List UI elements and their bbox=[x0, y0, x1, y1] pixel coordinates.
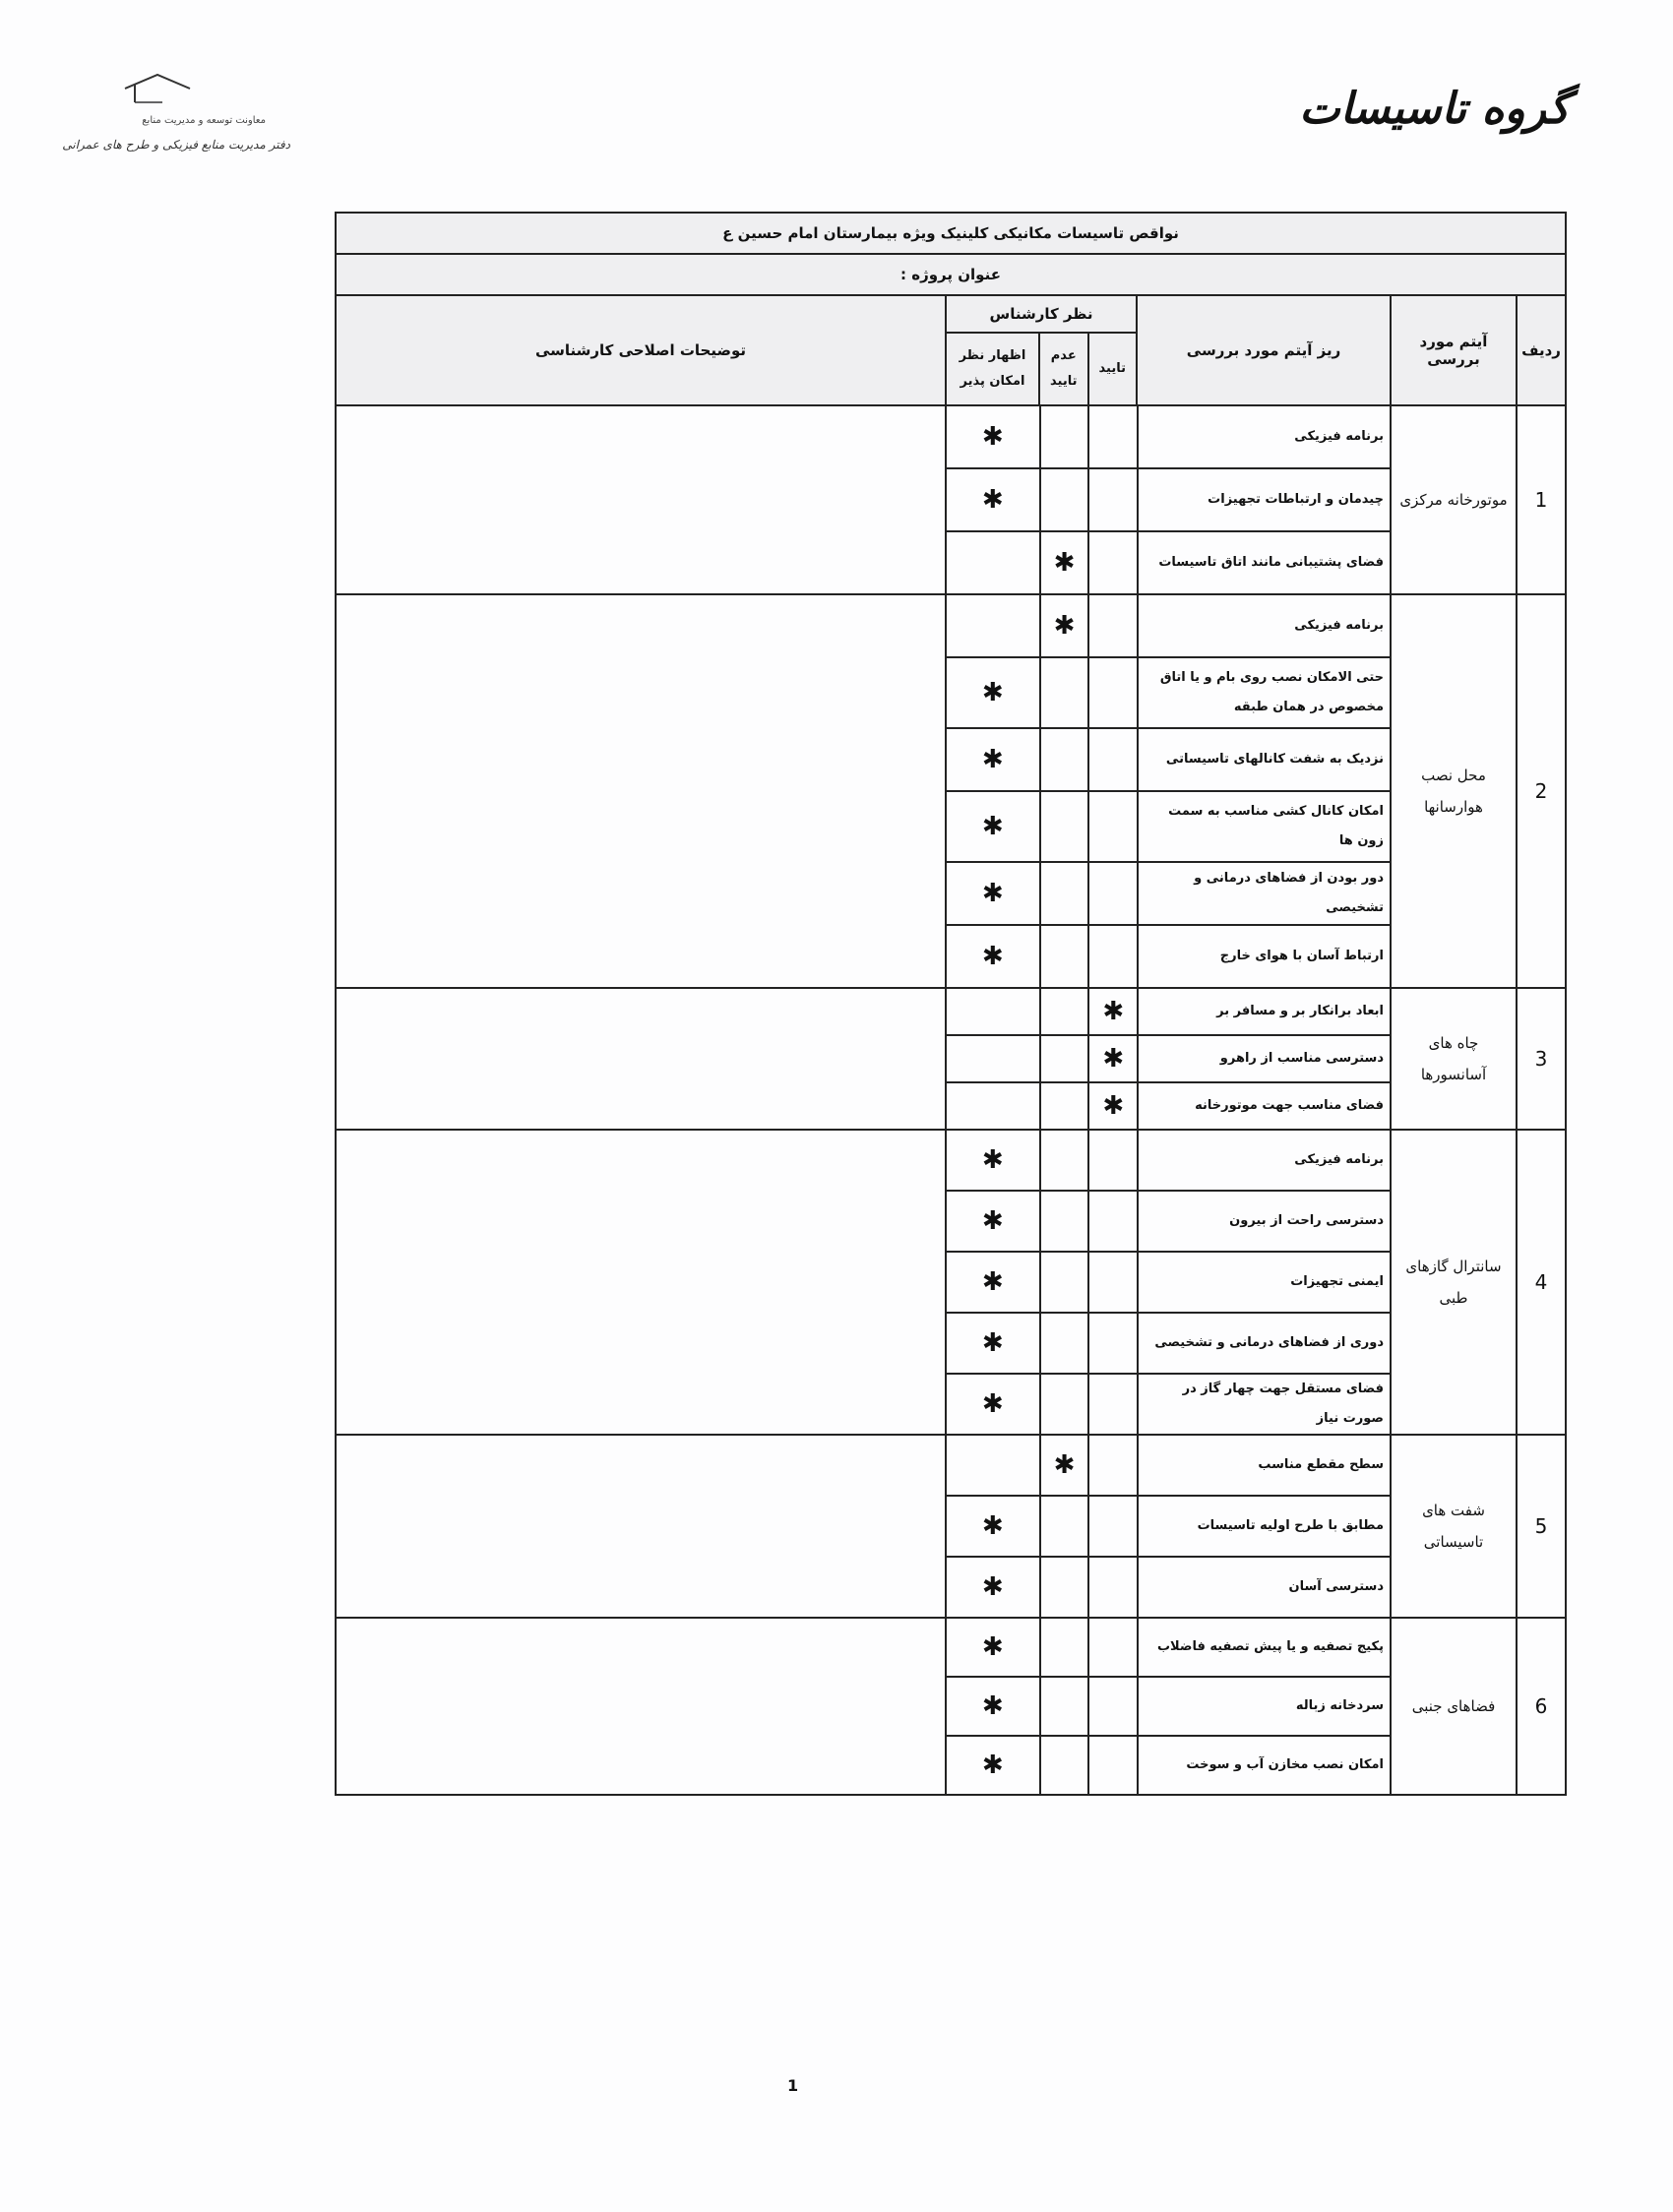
item-label: محل نصب هوارسانها bbox=[1390, 595, 1516, 987]
approve-cell bbox=[1087, 1314, 1137, 1373]
approve-cell bbox=[1087, 1253, 1137, 1312]
possible-cell bbox=[947, 1083, 1039, 1129]
table-row bbox=[947, 1737, 1390, 1794]
possible-cell bbox=[947, 729, 1039, 790]
page-number: 1 bbox=[787, 2076, 799, 2095]
notes-cell bbox=[337, 989, 945, 1129]
approve-cell bbox=[1087, 1083, 1137, 1129]
asterisk-mark-icon: ✱ bbox=[981, 1572, 1004, 1602]
column-header-approve: تایید bbox=[1087, 334, 1137, 404]
row-number: 1 bbox=[1516, 406, 1565, 593]
table-row bbox=[947, 729, 1390, 792]
asterisk-mark-icon: ✱ bbox=[981, 1267, 1004, 1297]
asterisk-mark-icon: ✱ bbox=[1102, 1044, 1125, 1074]
possible-cell bbox=[947, 1558, 1039, 1617]
asterisk-mark-icon: ✱ bbox=[981, 1389, 1004, 1419]
item-label: سانترال گازهای طبی bbox=[1390, 1131, 1516, 1434]
organization-logo bbox=[54, 69, 290, 177]
row-number: 4 bbox=[1516, 1131, 1565, 1434]
column-header-row: ردیف bbox=[1516, 296, 1565, 404]
subitem-label: فضای مناسب جهت موتورخانه bbox=[1137, 1083, 1390, 1129]
subitem-label: ابعاد برانکار بر و مسافر بر bbox=[1137, 989, 1390, 1034]
table-row bbox=[947, 1036, 1390, 1083]
column-header-reject: عدم تایید bbox=[1038, 334, 1087, 404]
possible-cell bbox=[947, 926, 1039, 987]
page-title: گروه تاسیسات bbox=[1299, 84, 1570, 134]
row-number: 2 bbox=[1516, 595, 1565, 987]
subitem-label: امکان نصب مخازن آب و سوخت bbox=[1137, 1737, 1390, 1794]
column-header-notes: توضیحات اصلاحی کارشناسی bbox=[534, 341, 747, 359]
reject-cell bbox=[1039, 532, 1088, 593]
table-row bbox=[947, 1436, 1390, 1497]
asterisk-mark-icon: ✱ bbox=[1053, 611, 1076, 641]
subitem-label: سردخانه زباله bbox=[1137, 1678, 1390, 1735]
possible-cell bbox=[947, 1678, 1039, 1735]
table-header bbox=[337, 296, 1565, 406]
possible-cell bbox=[947, 1314, 1039, 1373]
subitem-label: امکان کانال کشی مناسب به سمت زون ها bbox=[1137, 792, 1390, 861]
approve-cell bbox=[1087, 926, 1137, 987]
table-group bbox=[337, 1619, 1565, 1794]
subitem-label: دسترسی آسان bbox=[1137, 1558, 1390, 1617]
asterisk-mark-icon: ✱ bbox=[981, 678, 1004, 707]
approve-cell bbox=[1087, 595, 1137, 656]
subitem-label: فضای مستقل جهت چهار گاز در صورت نیاز bbox=[1137, 1375, 1390, 1434]
approve-cell bbox=[1087, 1619, 1137, 1676]
approve-cell bbox=[1087, 1678, 1137, 1735]
approve-cell bbox=[1087, 658, 1137, 727]
asterisk-mark-icon: ✱ bbox=[981, 1691, 1004, 1721]
approve-cell bbox=[1087, 469, 1137, 530]
reject-cell bbox=[1039, 595, 1088, 656]
possible-cell bbox=[947, 469, 1039, 530]
asterisk-mark-icon: ✱ bbox=[981, 1328, 1004, 1358]
subitem-label: ارتباط آسان با هوای خارج bbox=[1137, 926, 1390, 987]
approve-cell bbox=[1087, 1036, 1137, 1081]
table-row bbox=[947, 1678, 1390, 1737]
asterisk-mark-icon: ✱ bbox=[981, 1632, 1004, 1662]
possible-cell bbox=[947, 1253, 1039, 1312]
table-row bbox=[947, 1375, 1390, 1434]
possible-cell bbox=[947, 1375, 1039, 1434]
reject-cell bbox=[1039, 469, 1088, 530]
subitem-label: برنامه فیزیکی bbox=[1137, 406, 1390, 467]
column-header-item: آیتم مورد بررسی bbox=[1390, 296, 1516, 404]
possible-cell bbox=[947, 1619, 1039, 1676]
table-group bbox=[337, 989, 1565, 1131]
reject-cell bbox=[1039, 1314, 1088, 1373]
reject-cell bbox=[1039, 863, 1088, 924]
reject-cell bbox=[1039, 1131, 1088, 1190]
possible-cell bbox=[947, 1436, 1039, 1495]
approve-cell bbox=[1087, 1131, 1137, 1190]
possible-cell bbox=[947, 406, 1039, 467]
reject-cell bbox=[1039, 1619, 1088, 1676]
logo-text-line1: معاونت توسعه و مدیریت منابع bbox=[142, 115, 266, 126]
asterisk-mark-icon: ✱ bbox=[981, 879, 1004, 908]
possible-cell bbox=[947, 1131, 1039, 1190]
item-label: چاه های آسانسورها bbox=[1390, 989, 1516, 1129]
column-header-subitem: ریز آیتم مورد بررسی bbox=[1136, 296, 1390, 404]
approve-cell bbox=[1087, 1558, 1137, 1617]
subitem-label: ایمنی تجهیزات bbox=[1137, 1253, 1390, 1312]
table-group bbox=[337, 406, 1565, 595]
inspection-table bbox=[335, 212, 1567, 1796]
item-label: موتورخانه مرکزی bbox=[1390, 406, 1516, 593]
row-number: 6 bbox=[1516, 1619, 1565, 1794]
logo-emblem-icon bbox=[123, 69, 192, 108]
approve-cell bbox=[1087, 1737, 1137, 1794]
item-label: شفت های تاسیساتی bbox=[1390, 1436, 1516, 1617]
approve-cell bbox=[1087, 792, 1137, 861]
reject-cell bbox=[1039, 792, 1088, 861]
table-title: نواقص تاسیسات مکانیکی کلینیک ویژه بیمارستان امام حسین ع bbox=[337, 214, 1565, 255]
table-row bbox=[947, 1192, 1390, 1253]
table-row bbox=[947, 1131, 1390, 1192]
reject-cell bbox=[1039, 1083, 1088, 1129]
asterisk-mark-icon: ✱ bbox=[981, 812, 1004, 841]
reject-cell bbox=[1039, 926, 1088, 987]
subitem-label: برنامه فیزیکی bbox=[1137, 1131, 1390, 1190]
approve-cell bbox=[1087, 532, 1137, 593]
asterisk-mark-icon: ✱ bbox=[1102, 1091, 1125, 1121]
subitem-label: دسترسی راحت از بیرون bbox=[1137, 1192, 1390, 1251]
table-row bbox=[947, 532, 1390, 593]
table-row bbox=[947, 1619, 1390, 1678]
approve-cell bbox=[1087, 1192, 1137, 1251]
table-row bbox=[947, 406, 1390, 469]
asterisk-mark-icon: ✱ bbox=[981, 745, 1004, 774]
approve-cell bbox=[1087, 863, 1137, 924]
column-header-possible: اظهار نظر امکان پذیر bbox=[959, 348, 1026, 389]
notes-cell bbox=[337, 1436, 945, 1617]
possible-cell bbox=[947, 792, 1039, 861]
column-header-expert-group bbox=[945, 296, 1136, 404]
subitem-label: پکیج تصفیه و یا پیش تصفیه فاضلاب bbox=[1137, 1619, 1390, 1676]
asterisk-mark-icon: ✱ bbox=[1102, 997, 1125, 1026]
subitem-label: دوری از فضاهای درمانی و تشخیصی bbox=[1137, 1314, 1390, 1373]
table-row bbox=[947, 469, 1390, 532]
asterisk-mark-icon: ✱ bbox=[981, 942, 1004, 971]
table-group bbox=[337, 595, 1565, 989]
possible-cell bbox=[947, 532, 1039, 593]
reject-cell bbox=[1039, 1036, 1088, 1081]
table-row bbox=[947, 792, 1390, 863]
possible-cell bbox=[947, 1036, 1039, 1081]
approve-cell bbox=[1087, 1375, 1137, 1434]
reject-cell bbox=[1039, 658, 1088, 727]
notes-cell bbox=[337, 595, 945, 987]
table-row bbox=[947, 1558, 1390, 1617]
approve-cell bbox=[1087, 1497, 1137, 1556]
subitem-label: برنامه فیزیکی bbox=[1137, 595, 1390, 656]
table-row bbox=[947, 1253, 1390, 1314]
table-row bbox=[947, 1497, 1390, 1558]
subitem-label: دور بودن از فضاهای درمانی و تشخیصی bbox=[1137, 863, 1390, 924]
approve-cell bbox=[1087, 989, 1137, 1034]
possible-cell bbox=[947, 863, 1039, 924]
subitem-label: حتی الامکان نصب روی بام و یا اتاق مخصوص در همان طبقه bbox=[1137, 658, 1390, 727]
notes-cell bbox=[337, 1619, 945, 1794]
table-row bbox=[947, 926, 1390, 987]
subitem-label: چیدمان و ارتباطات تجهیزات bbox=[1137, 469, 1390, 530]
possible-cell bbox=[947, 595, 1039, 656]
possible-cell bbox=[947, 1497, 1039, 1556]
reject-cell bbox=[1039, 729, 1088, 790]
possible-cell bbox=[947, 1737, 1039, 1794]
reject-cell bbox=[1039, 1737, 1088, 1794]
asterisk-mark-icon: ✱ bbox=[1053, 1450, 1076, 1480]
possible-cell bbox=[947, 989, 1039, 1034]
possible-cell bbox=[947, 1192, 1039, 1251]
possible-cell bbox=[947, 658, 1039, 727]
table-group bbox=[337, 1131, 1565, 1436]
reject-cell bbox=[1039, 989, 1088, 1034]
subitem-label: نزدیک به شفت کانالهای تاسیساتی bbox=[1137, 729, 1390, 790]
table-row bbox=[947, 863, 1390, 926]
subitem-label: فضای پشتیبانی مانند اتاق تاسیسات bbox=[1137, 532, 1390, 593]
approve-cell bbox=[1087, 406, 1137, 467]
reject-cell bbox=[1039, 406, 1088, 467]
logo-text-line2: دفتر مدیریت منابع فیزیکی و طرح های عمرانی bbox=[62, 138, 290, 152]
reject-cell bbox=[1039, 1436, 1088, 1495]
table-row bbox=[947, 1083, 1390, 1129]
reject-cell bbox=[1039, 1678, 1088, 1735]
asterisk-mark-icon: ✱ bbox=[981, 1511, 1004, 1541]
reject-cell bbox=[1039, 1375, 1088, 1434]
table-body bbox=[337, 406, 1565, 1794]
row-number: 5 bbox=[1516, 1436, 1565, 1617]
table-group bbox=[337, 1436, 1565, 1619]
reject-cell bbox=[1039, 1558, 1088, 1617]
approve-cell bbox=[1087, 1436, 1137, 1495]
subitem-label: مطابق با طرح اولیه تاسیسات bbox=[1137, 1497, 1390, 1556]
asterisk-mark-icon: ✱ bbox=[981, 422, 1004, 452]
asterisk-mark-icon: ✱ bbox=[1053, 548, 1076, 578]
item-label: فضاهای جنبی bbox=[1390, 1619, 1516, 1794]
asterisk-mark-icon: ✱ bbox=[981, 485, 1004, 515]
reject-cell bbox=[1039, 1253, 1088, 1312]
row-number: 3 bbox=[1516, 989, 1565, 1129]
asterisk-mark-icon: ✱ bbox=[981, 1206, 1004, 1236]
notes-cell bbox=[337, 406, 945, 593]
project-title-label: عنوان پروژه : bbox=[337, 255, 1565, 296]
table-row bbox=[947, 658, 1390, 729]
subitem-label: دسترسی مناسب از راهرو bbox=[1137, 1036, 1390, 1081]
notes-cell bbox=[337, 1131, 945, 1434]
table-row bbox=[947, 1314, 1390, 1375]
reject-cell bbox=[1039, 1497, 1088, 1556]
column-header-expert: نظر کارشناس bbox=[947, 296, 1136, 334]
table-row bbox=[947, 989, 1390, 1036]
subitem-label: سطح مقطع مناسب bbox=[1137, 1436, 1390, 1495]
reject-cell bbox=[1039, 1192, 1088, 1251]
asterisk-mark-icon: ✱ bbox=[981, 1145, 1004, 1175]
asterisk-mark-icon: ✱ bbox=[981, 1751, 1004, 1780]
table-row bbox=[947, 595, 1390, 658]
approve-cell bbox=[1087, 729, 1137, 790]
